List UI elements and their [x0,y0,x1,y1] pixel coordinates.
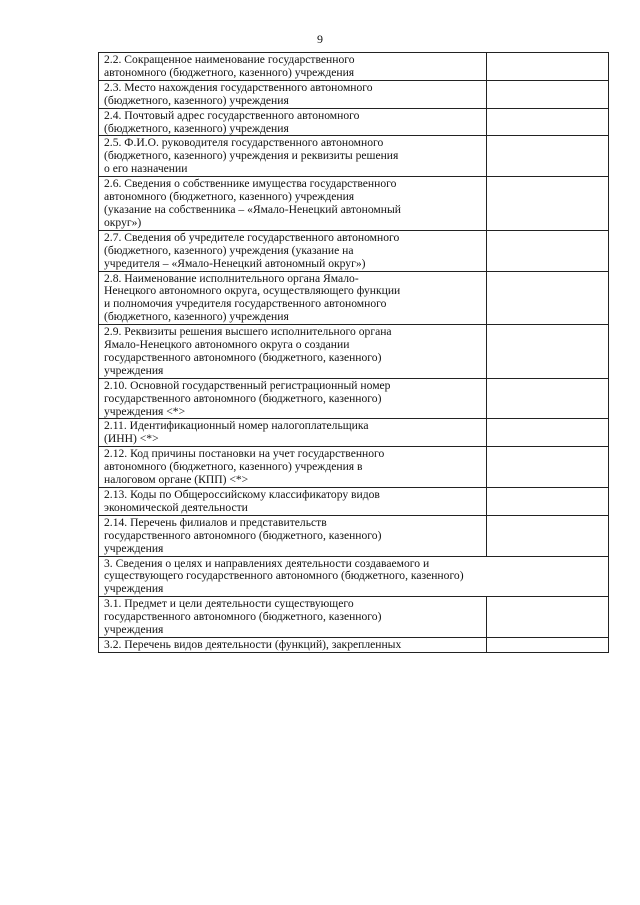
info-table [98,52,609,653]
row-value-cell[interactable] [487,419,609,447]
table-row [99,637,609,652]
table-row [99,325,609,379]
table-row [99,447,609,488]
row-value-cell[interactable] [487,108,609,136]
row-value-cell[interactable] [487,597,609,638]
row-label: 2.5. Ф.И.О. руководителя государственного автономного (бюджетного, казенного) учреждения и реквизиты решения о его назначении [99,136,487,177]
row-label: 2.8. Наименование исполнительного органа Ямало- Ненецкого автономного округа, осуществляющего функции и полномочия учредителя государственного автономного (бюджетного, казенного) учреждения [99,271,487,325]
row-label: 2.12. Код причины постановки на учет государственного автономного (бюджетного, казенного) учреждения в налоговом органе (КПП) <*> [99,447,487,488]
row-value-cell[interactable] [487,230,609,271]
row-value-cell[interactable] [487,53,609,81]
table-row [99,80,609,108]
row-value-cell[interactable] [487,515,609,556]
table-row [99,597,609,638]
row-label: 3.2. Перечень видов деятельности (функций), закрепленных [99,637,487,652]
row-value-cell[interactable] [487,271,609,325]
row-label: 2.11. Идентификационный номер налогоплательщика (ИНН) <*> [99,419,487,447]
row-label: 2.4. Почтовый адрес государственного автономного (бюджетного, казенного) учреждения [99,108,487,136]
row-value-cell[interactable] [487,488,609,516]
row-value-cell[interactable] [487,378,609,419]
row-label: 2.9. Реквизиты решения высшего исполнительного органа Ямало-Ненецкого автономного округа о создании государственного автономного (бюджетного, казенного) учреждения [99,325,487,379]
row-value-cell[interactable] [487,637,609,652]
row-label: 2.3. Место нахождения государственного автономного (бюджетного, казенного) учреждения [99,80,487,108]
table-row [99,515,609,556]
row-label: 2.6. Сведения о собственнике имущества государственного автономного (бюджетного, казенного) учреждения (указание на собственника – «Ямало-Ненецкий автономный округ») [99,177,487,231]
row-value-cell[interactable] [487,136,609,177]
row-label: 2.10. Основной государственный регистрационный номер государственного автономного (бюджетного, казенного) учреждения <*> [99,378,487,419]
section-3-heading: 3. Сведения о целях и направлениях деятельности создаваемого и существующего государственного автономного (бюджетного, казенного) учреждения [99,556,609,597]
row-label: 2.2. Сокращенное наименование государственного автономного (бюджетного, казенного) учреждения [99,53,487,81]
row-value-cell[interactable] [487,447,609,488]
table-row [99,53,609,81]
row-value-cell[interactable] [487,325,609,379]
table-row [99,378,609,419]
section-heading-row [99,556,609,597]
row-label: 2.14. Перечень филиалов и представительств государственного автономного (бюджетного, казенного) учреждения [99,515,487,556]
table-row [99,136,609,177]
row-value-cell[interactable] [487,177,609,231]
table-row [99,419,609,447]
page-number: 9 [317,32,323,46]
table-row [99,230,609,271]
row-label: 2.13. Коды по Общероссийскому классификатору видов экономической деятельности [99,488,487,516]
table-row [99,488,609,516]
table-row [99,108,609,136]
row-label: 2.7. Сведения об учредителе государственного автономного (бюджетного, казенного) учреждения (указание на учредителя – «Ямало-Ненецкий автономный округ») [99,230,487,271]
row-label: 3.1. Предмет и цели деятельности существующего государственного автономного (бюджетного, казенного) учреждения [99,597,487,638]
table-row [99,177,609,231]
row-value-cell[interactable] [487,80,609,108]
table-row [99,271,609,325]
